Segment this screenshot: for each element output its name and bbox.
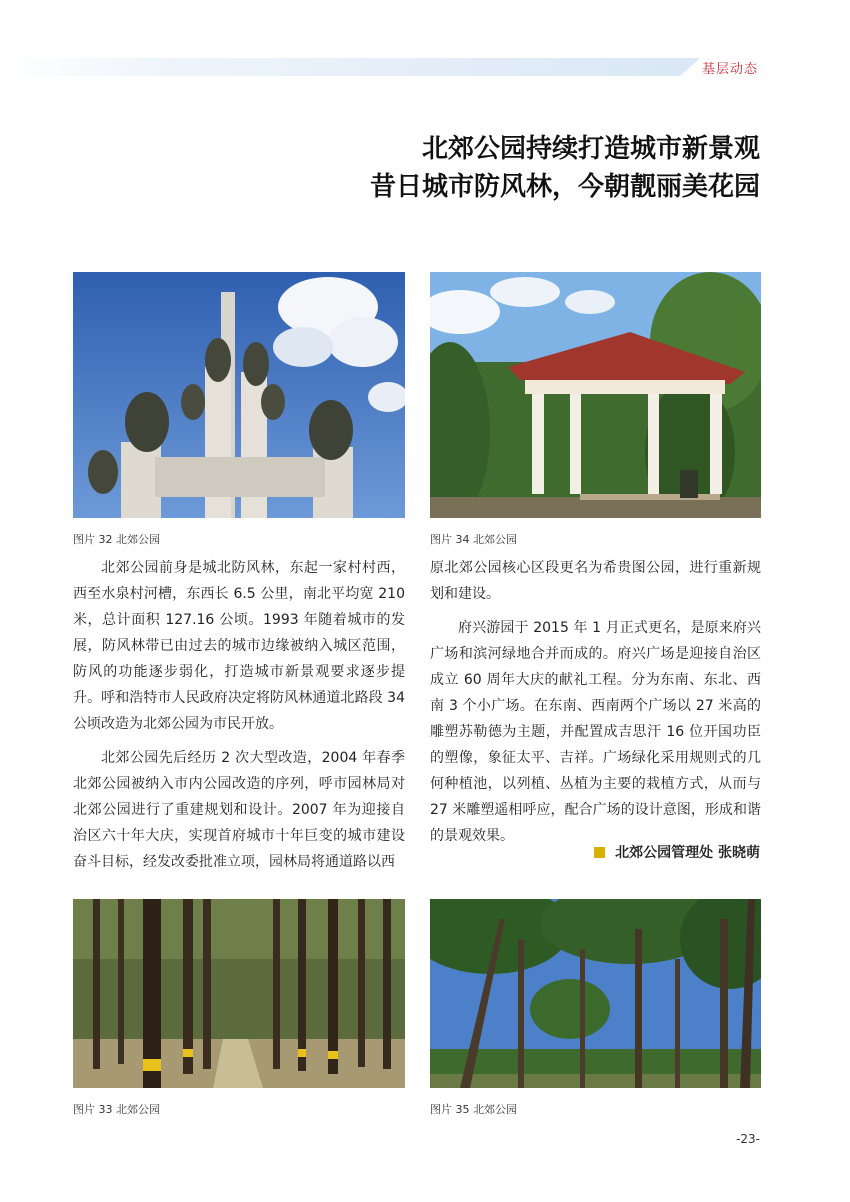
body-left-column (73, 555, 405, 875)
body-right-column (430, 555, 761, 849)
page-number: -23- (736, 1132, 760, 1146)
body-paragraph: 北郊公园先后经历 2 次大型改造，2004 年春季北郊公园被纳入市内公园改造的序列，呼市园林局对北郊公园进行了重建规划和设计。2007 年为迎接自治区六十年大庆，实现首府城市十年巨变的城市建设奋斗目标，经发改委批准立项，园林局将通道路以西 (73, 750, 405, 870)
title-line-2: 昔日城市防风林，今朝靓丽美花园 (369, 172, 760, 202)
photo-33-image (73, 899, 405, 1088)
photo-35 (430, 899, 761, 1088)
photo-34 (430, 272, 761, 518)
body-paragraph: 府兴游园于 2015 年 1 月正式更名，是原来府兴广场和滨河绿地合并而成的。府兴广场是迎接自治区成立 60 周年大庆的献礼工程。分为东南、东北、西南 3 个小广场。在东南、西南两个广场以 27 米高的雕塑苏勒德为主题，并配置成吉思汗 16 位开国功臣的塑像，象征太平、吉祥。广场绿化采用规则式的几何种植池，以列植、丛植为主要的栽植方式，从而与 27 米雕塑遥相呼应，配合广场的设计意图，形成和谐的景观效果。 (430, 620, 761, 844)
byline-text: 北郊公园管理处 张晓萌 (615, 845, 760, 861)
header-band-corner (680, 58, 700, 76)
header-band (0, 58, 700, 76)
photo-35-image (430, 899, 761, 1088)
section-label: 基层动态 (701, 62, 758, 77)
title-line-1: 北郊公园持续打造城市新景观 (421, 134, 760, 164)
photo-33 (73, 899, 405, 1088)
photo-32-image (73, 272, 405, 518)
body-paragraph: 北郊公园前身是城北防风林，东起一家村村西，西至水泉村河槽，东西长 6.5 公里，南北平均宽 210 米，总计面积 127.16 公顷。1993 年随着城市的发展，防风林带已由过去的城市边缘被纳入城区范围，防风的功能逐步弱化，打造城市新景观要求逐步提升。呼和浩特市人民政府决定将防风林通道北路段 34 公顷改造为北郊公园为市民开放。 (73, 560, 405, 732)
caption-33: 图片 33 北郊公园 (73, 1103, 160, 1116)
caption-34: 图片 34 北郊公园 (430, 533, 517, 546)
caption-35: 图片 35 北郊公园 (430, 1103, 517, 1116)
author-byline (594, 842, 760, 862)
article-title (370, 130, 760, 206)
photo-34-image (430, 272, 761, 518)
caption-32: 图片 32 北郊公园 (73, 533, 160, 546)
body-paragraph: 原北郊公园核心区段更名为希贵图公园，进行重新规划和建设。 (430, 560, 761, 602)
photo-32 (73, 272, 405, 518)
byline-marker-icon (594, 847, 605, 858)
